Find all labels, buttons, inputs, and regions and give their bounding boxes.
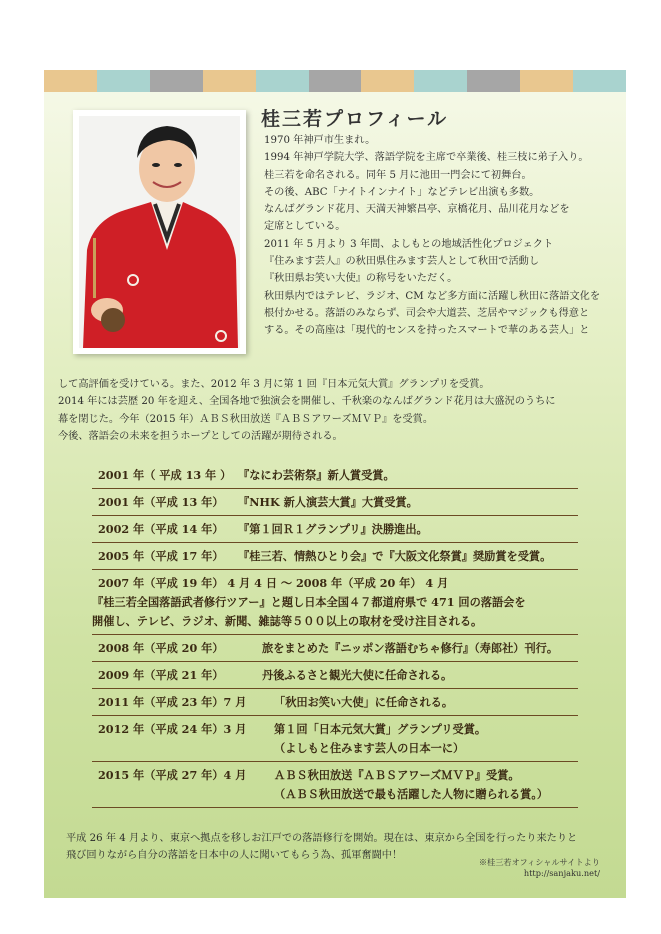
stripe-block <box>414 70 467 92</box>
credit-url[interactable]: http://sanjaku.net/ <box>523 868 600 878</box>
bio-line: 幕を閉じた。今年（2015 年）ＡＢＳ秋田放送『ＡＢＳアワーズＭＶＰ』を受賞。 <box>58 413 434 425</box>
profile-photo <box>73 110 246 354</box>
timeline-subtext: （ＡＢＳ秋田放送で最も活躍した人物に贈られる賞。） <box>274 787 549 801</box>
timeline-entry <box>92 689 578 716</box>
bio-paragraph-continued <box>58 376 618 446</box>
timeline-text: 『なにわ芸術祭』新人賞受賞。 <box>238 468 395 482</box>
timeline-text: 『NHK 新人演芸大賞』大賞受賞。 <box>238 495 418 509</box>
stripe-block <box>150 70 203 92</box>
bio-line: なんばグランド花月、天満天神繁昌亭、京橋花月、品川花月などを <box>264 204 570 216</box>
timeline-date: 2011 年（平成 23 年）7 月 <box>98 695 247 709</box>
stripe-block <box>520 70 573 92</box>
timeline-date: 2001 年（平成 13 年） <box>98 495 224 509</box>
timeline-text: ＡＢＳ秋田放送『ＡＢＳアワーズＭＶＰ』受賞。 <box>274 768 520 782</box>
timeline-entry <box>92 762 578 808</box>
stripe-block <box>361 70 414 92</box>
stripe-block <box>44 70 97 92</box>
timeline-date: 2015 年（平成 27 年）4 月 <box>98 768 247 782</box>
timeline-date: 2008 年（平成 20 年） <box>98 641 224 655</box>
timeline-date: 2012 年（平成 24 年）3 月 <box>98 722 247 736</box>
timeline-text: 第１回「日本元気大賞」グランプリ受賞。 <box>274 722 487 736</box>
profile-title: 桂三若プロフィール <box>261 108 449 130</box>
bio-paragraph <box>264 132 619 340</box>
closing-line: 平成 26 年 4 月より、東京へ拠点を移しお江戸での落語修行を開始。現在は、東京から全国を行ったり来たりと <box>66 833 578 844</box>
stripe-block <box>256 70 309 92</box>
timeline-date: 2001 年（ 平成 13 年 ） <box>98 468 232 482</box>
timeline-entry <box>92 662 578 689</box>
bio-line: 『秋田県お笑い大使』の称号をいただく。 <box>264 273 458 285</box>
timeline-text: 『桂三若、情熱ひとり会』で『大阪文化祭賞』奨励賞を受賞。 <box>238 549 552 563</box>
bio-line: 根付かせる。落語のみならず、司会や大道芸、芝居やマジックも得意と <box>264 307 590 319</box>
career-timeline <box>92 462 578 808</box>
timeline-entry <box>92 462 578 489</box>
source-credit <box>464 857 600 879</box>
bio-line: 2011 年 5 月より 3 年間、よしもとの地域活性化プロジェクト <box>264 238 554 250</box>
bio-line: 秋田県内ではテレビ、ラジオ、CM など多方面に活躍し秋田に落語文化を <box>264 290 601 302</box>
credit-note: ※桂三若オフィシャルサイトより <box>478 857 600 867</box>
timeline-entry <box>92 716 578 762</box>
bio-line: 今後、落語会の未来を担うホープとしての活躍が期待される。 <box>58 431 343 443</box>
timeline-text: 『桂三若全国落語武者修行ツアー』と題し日本全国４７都道府県で 471 回の落語会を <box>92 595 526 609</box>
timeline-text: 開催し、テレビ、ラジオ、新聞、雑誌等５００以上の取材を受け注目される。 <box>92 614 483 628</box>
stripe-block <box>97 70 150 92</box>
timeline-entry <box>92 543 578 570</box>
timeline-text: 丹後ふるさと観光大使に任命される。 <box>262 668 453 682</box>
bio-line: 1970 年神戸市生まれ。 <box>264 135 376 146</box>
timeline-date: 2005 年（平成 17 年） <box>98 549 224 563</box>
bio-line: 定席としている。 <box>264 221 346 233</box>
timeline-text: 『第１回Ｒ１グランプリ』決勝進出。 <box>238 522 428 536</box>
timeline-subtext: （よしもと住みます芸人の日本一に） <box>274 741 465 755</box>
timeline-date: 2007 年（平成 19 年） 4 月 4 日 ～ 2008 年（平成 20 年） 4 月 <box>98 576 449 590</box>
bio-line: する。その高座は「現代的センスを持ったスマートで華のある芸人」と <box>264 325 590 337</box>
bio-line: 1994 年神戸学院大学、落語学院を主席で卒業後、桂三枝に弟子入り。 <box>264 152 589 164</box>
timeline-date: 2009 年（平成 21 年） <box>98 668 224 682</box>
stripe-block <box>309 70 362 92</box>
timeline-entry <box>92 516 578 543</box>
stripe-block <box>203 70 256 92</box>
color-stripe <box>44 70 626 92</box>
stripe-block <box>573 70 626 92</box>
timeline-text: 旅をまとめた『ニッポン落語むちゃ修行』（寿郎社）刊行。 <box>262 641 559 655</box>
timeline-entry <box>92 635 578 662</box>
bio-line: 桂三若を命名される。同年 5 月に池田一門会にて初舞台。 <box>264 169 532 181</box>
bio-line: して高評価を受けている。また、2012 年 3 月に第 1 回『日本元気大賞』グランプリを受賞。 <box>58 379 490 390</box>
bio-line: その後、ABC「ナイトインナイト」などテレビ出演も多数。 <box>264 186 540 198</box>
bio-line: 『住みます芸人』の秋田県住みます芸人として秋田で活動し <box>264 256 540 268</box>
stripe-block <box>467 70 520 92</box>
timeline-date: 2002 年（平成 14 年） <box>98 522 224 536</box>
timeline-entry <box>92 489 578 516</box>
timeline-entry <box>92 570 578 635</box>
closing-line: 飛び回りながら自分の落語を日本中の人に聞いてもらう為、孤軍奮闘中！ <box>66 850 403 861</box>
profile-sheet <box>44 70 626 898</box>
timeline-text: 「秋田お笑い大使」に任命される。 <box>274 695 454 709</box>
bio-line: 2014 年には芸歴 20 年を迎え、全国各地で独演会を開催し、千秋楽のなんばグランド花月は大盛況のうちに <box>58 396 556 408</box>
